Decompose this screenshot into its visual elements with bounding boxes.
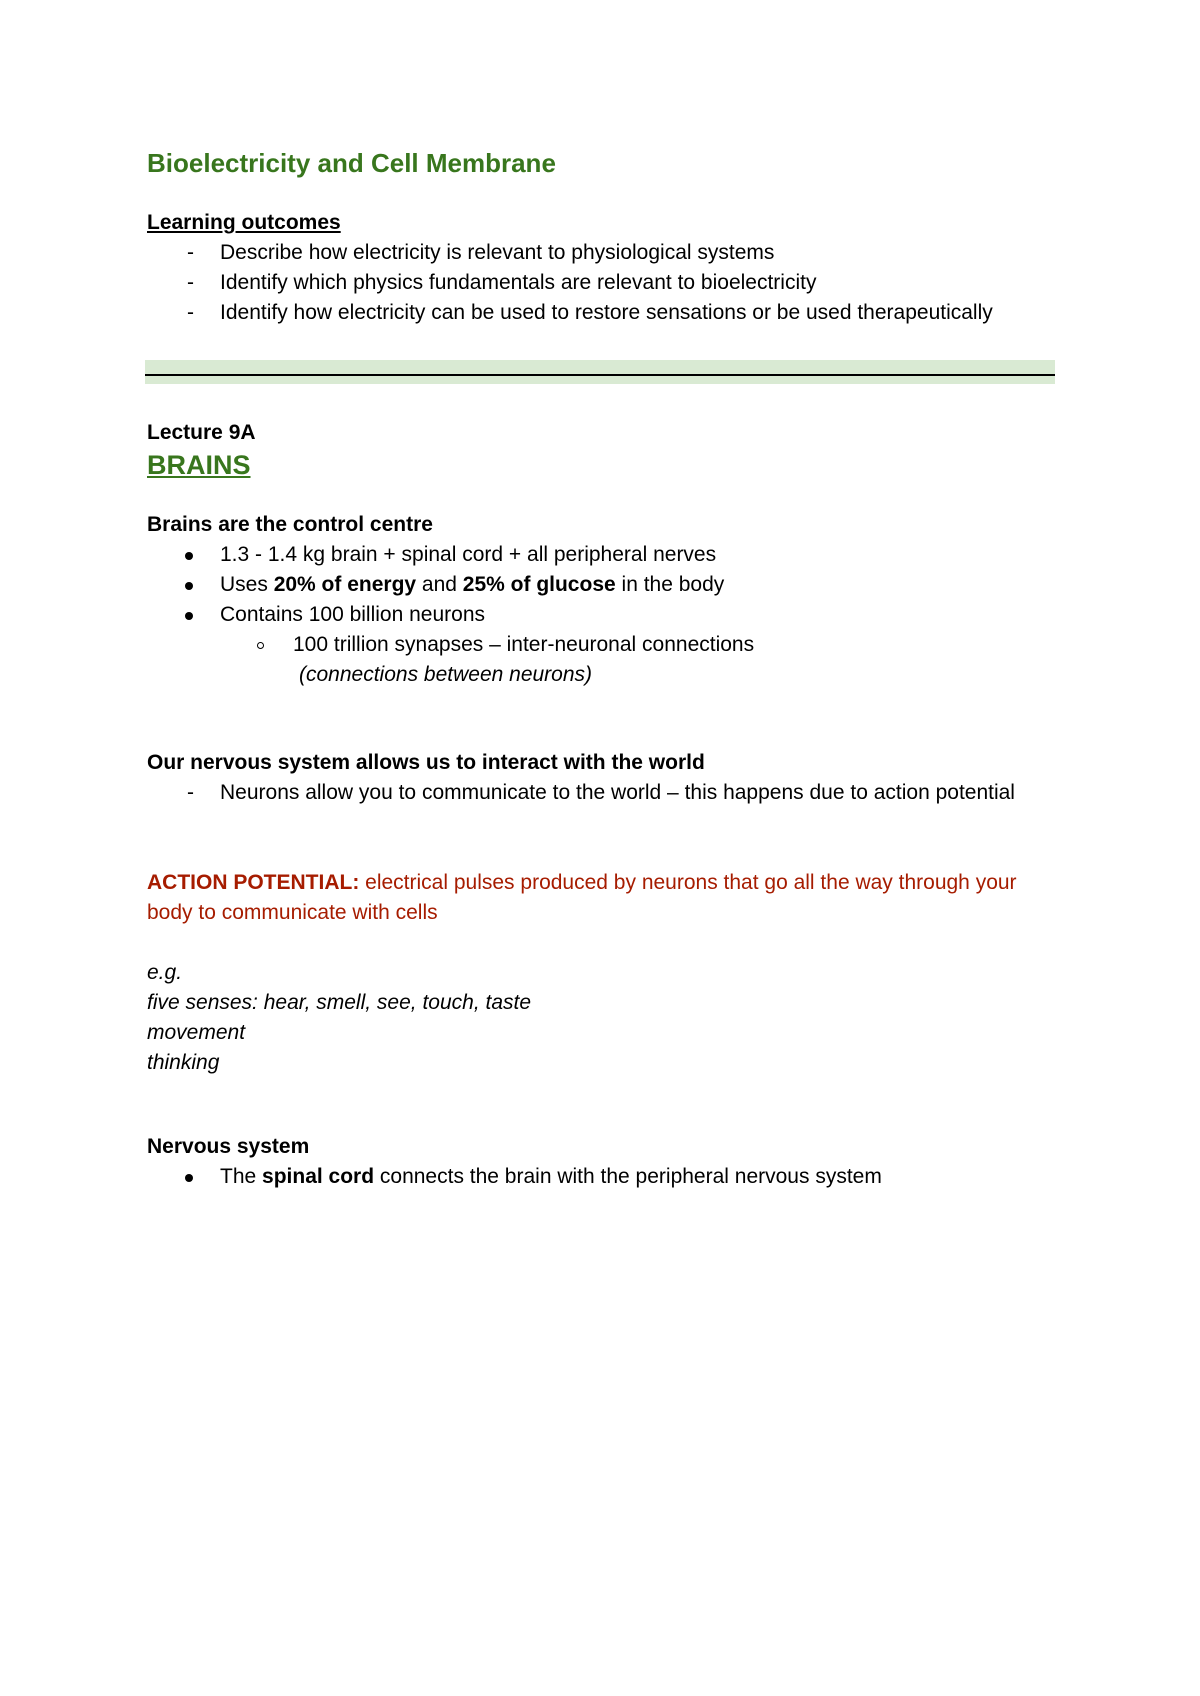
- example-line: thinking: [147, 1051, 220, 1074]
- list-item: [147, 540, 754, 570]
- action-potential-text: electrical pulses produced by neurons that go all the way through your body to communicate with cells: [147, 871, 1017, 924]
- nervous-system-heading: Nervous system: [147, 1135, 310, 1158]
- brains-control-list: [147, 540, 754, 690]
- bullet-icon: [185, 582, 193, 590]
- brains-control-heading: Brains are the control centre: [147, 513, 433, 536]
- list-item: [147, 600, 754, 630]
- example-line: movement: [147, 1021, 246, 1044]
- list-item-text-pre: Uses: [220, 573, 274, 596]
- nervous-interact-list: [147, 778, 1047, 808]
- dash-marker: -: [187, 781, 194, 804]
- list-item-text: Describe how electricity is relevant to physiological systems: [220, 241, 775, 264]
- example-line: five senses: hear, smell, see, touch, taste: [147, 991, 532, 1014]
- list-item-text-post: connects the brain with the peripheral nervous system: [374, 1165, 882, 1188]
- list-item: [147, 778, 1047, 808]
- list-item: [147, 570, 754, 600]
- sub-list-item-text: 100 trillion synapses – inter-neuronal connections: [293, 633, 755, 656]
- list-item: [147, 238, 993, 268]
- list-item-text: Identify how electricity can be used to restore sensations or be used therapeutically: [220, 301, 993, 324]
- list-item: [147, 298, 993, 328]
- nervous-interact-heading: Our nervous system allows us to interact with the world: [147, 751, 705, 774]
- list-item-text-pre: The: [220, 1165, 263, 1188]
- list-item-text-mid: and: [416, 573, 463, 596]
- dash-marker: -: [187, 241, 194, 264]
- nervous-system-list: [147, 1162, 882, 1192]
- sub-list-note: [147, 660, 754, 690]
- learning-outcomes-list: [147, 238, 993, 328]
- lecture-label: Lecture 9A: [147, 421, 256, 444]
- list-item-text: 1.3 - 1.4 kg brain + spinal cord + all peripheral nerves: [220, 543, 717, 566]
- dash-marker: -: [187, 301, 194, 324]
- dash-marker: -: [187, 271, 194, 294]
- glucose-emphasis: 25% of glucose: [462, 573, 616, 596]
- example-line: e.g.: [147, 961, 183, 984]
- learning-outcomes-heading: Learning outcomes: [147, 211, 341, 234]
- list-item: [147, 268, 993, 298]
- hollow-bullet-icon: [257, 642, 264, 649]
- sub-list-note-text: (connections between neurons): [299, 663, 593, 686]
- bullet-icon: [185, 612, 193, 620]
- sub-list-item: [147, 630, 754, 660]
- spinal-cord-emphasis: spinal cord: [262, 1165, 375, 1188]
- action-potential-definition: [147, 868, 1047, 928]
- bullet-icon: [185, 1174, 193, 1182]
- action-potential-term: ACTION POTENTIAL:: [147, 871, 360, 894]
- bullet-icon: [185, 552, 193, 560]
- list-item-text: Neurons allow you to communicate to the world – this happens due to action potential: [220, 781, 1015, 804]
- list-item-text-post: in the body: [615, 573, 725, 596]
- section-title: BRAINS: [147, 450, 251, 480]
- examples-block: [147, 958, 531, 1078]
- document-title: Bioelectricity and Cell Membrane: [147, 148, 556, 178]
- list-item: [147, 1162, 882, 1192]
- energy-emphasis: 20% of energy: [273, 573, 417, 596]
- section-divider: [145, 360, 1055, 384]
- list-item-text: Identify which physics fundamentals are relevant to bioelectricity: [220, 271, 817, 294]
- divider-line: [145, 374, 1055, 376]
- list-item-text: Contains 100 billion neurons: [220, 603, 486, 626]
